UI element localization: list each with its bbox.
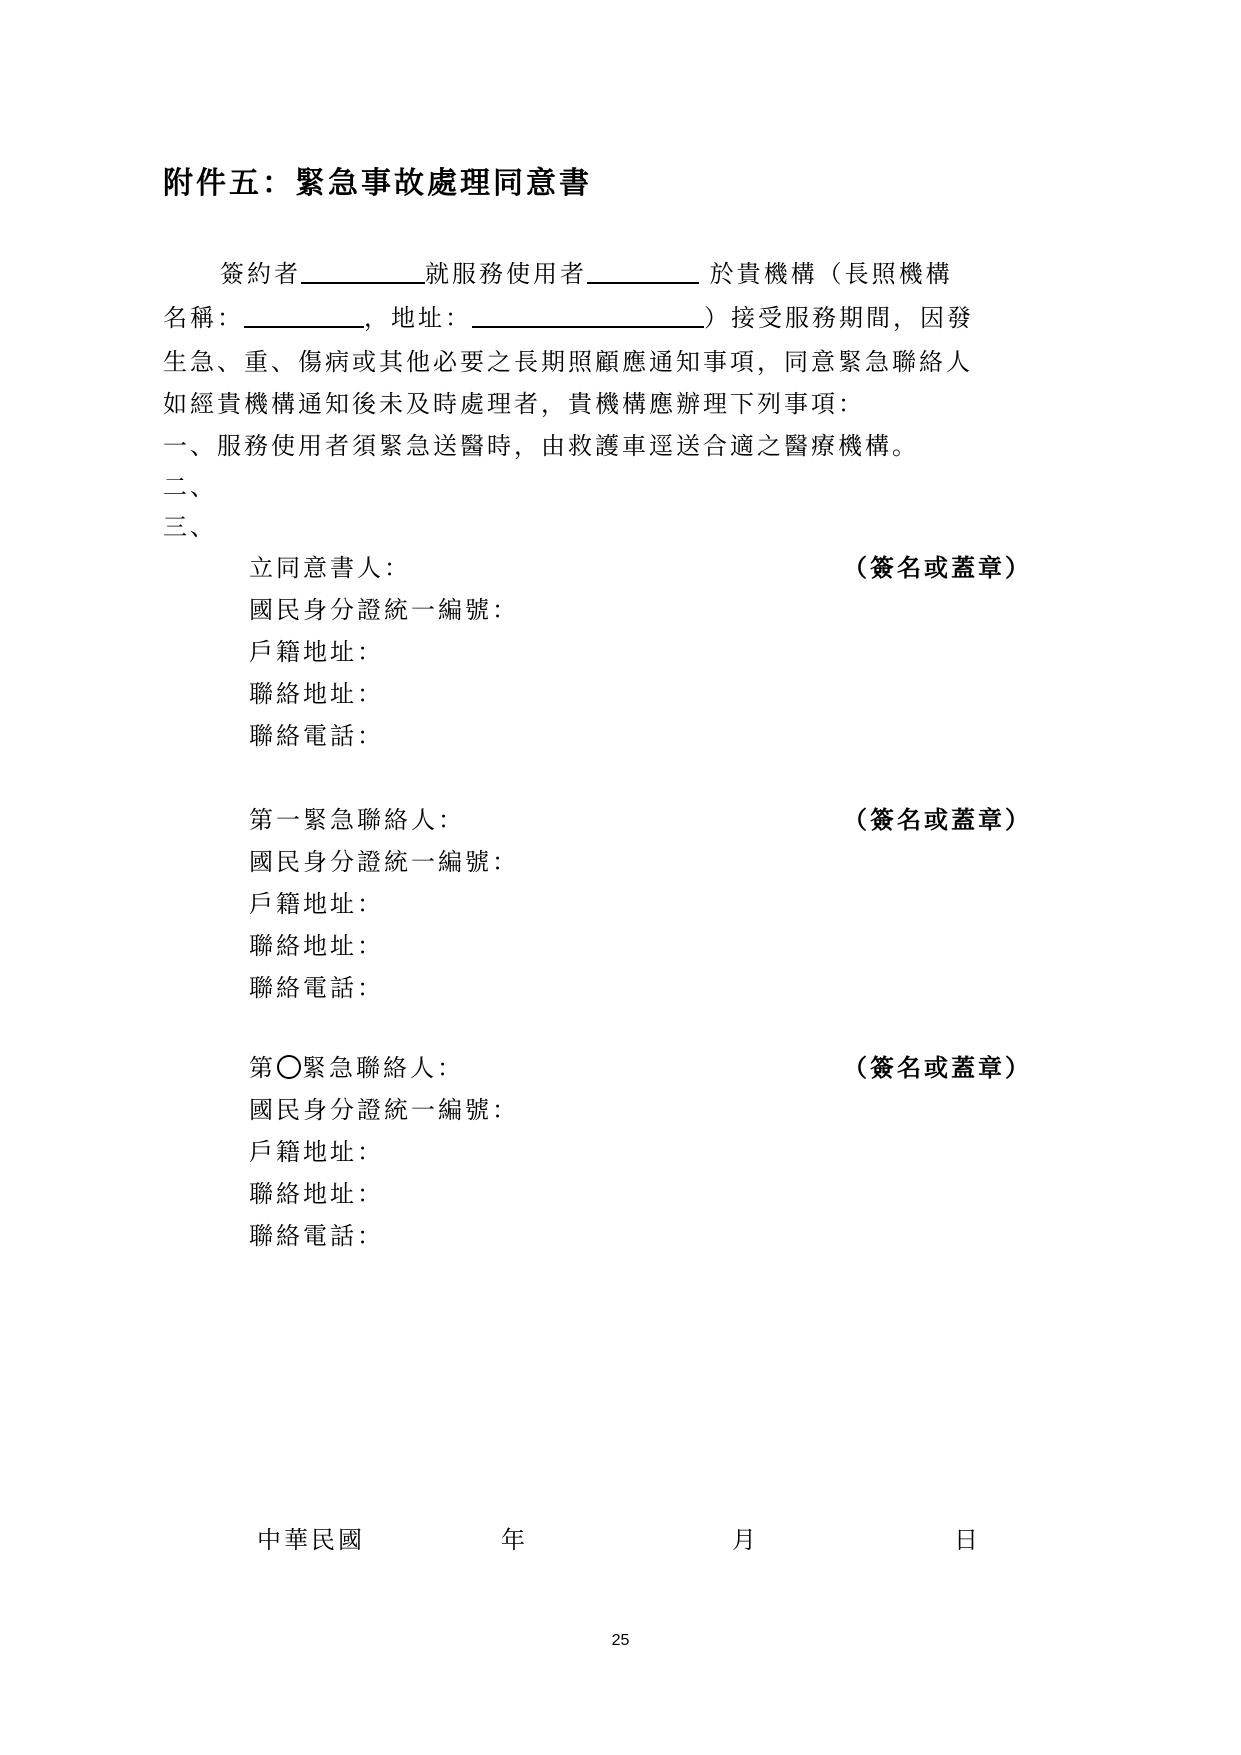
role-suffix: 緊急聯絡人： [302, 1054, 464, 1082]
signature-label: （簽名或蓋章） [843, 1053, 1032, 1082]
blank-user [587, 258, 699, 284]
paragraph-line-1 [220, 258, 953, 290]
blank-signer [301, 258, 425, 284]
date-day: 日 [954, 1526, 981, 1554]
text-address-label: ，地址： [364, 304, 472, 332]
blank-institution-address [472, 302, 704, 328]
paragraph-line-4: 如經貴機構通知後未及時處理者，貴機構應辦理下列事項： [163, 390, 865, 418]
page-title: 附件五：緊急事故處理同意書 [163, 166, 592, 201]
contact-address-label: 聯絡地址： [249, 680, 384, 708]
role-prefix: 第 [249, 1054, 276, 1082]
date-year: 年 [501, 1526, 528, 1554]
id-number-label: 國民身分證統一編號： [249, 848, 519, 876]
signer-role: 立同意書人： [249, 554, 411, 582]
signature-label: （簽名或蓋章） [843, 553, 1032, 582]
page-number: 25 [611, 1632, 630, 1649]
date-month: 月 [732, 1526, 759, 1554]
registered-address-label: 戶籍地址： [249, 638, 384, 666]
contact-phone-label: 聯絡電話： [249, 974, 384, 1002]
text-user: 就服務使用者 [425, 260, 587, 288]
registered-address-label: 戶籍地址： [249, 890, 384, 918]
text-service-period: ）接受服務期間，因發 [704, 304, 974, 332]
contact-address-label: 聯絡地址： [249, 1180, 384, 1208]
list-item-2: 二、 [163, 473, 217, 501]
signer-role: 第一緊急聯絡人： [249, 806, 465, 834]
signature-label: （簽名或蓋章） [843, 805, 1032, 834]
text-name-label: 名稱： [163, 304, 244, 332]
signer-role [249, 1052, 464, 1084]
id-number-label: 國民身分證統一編號： [249, 596, 519, 624]
paragraph-line-3: 生急、重、傷病或其他必要之長期照顧應通知事項，同意緊急聯絡人 [163, 348, 973, 376]
contact-address-label: 聯絡地址： [249, 932, 384, 960]
circle-placeholder-icon [277, 1055, 301, 1079]
date-era: 中華民國 [257, 1526, 365, 1554]
list-item-3: 三、 [163, 513, 217, 541]
contact-phone-label: 聯絡電話： [249, 1222, 384, 1250]
id-number-label: 國民身分證統一編號： [249, 1096, 519, 1124]
text-signer: 簽約者 [220, 260, 301, 288]
blank-institution-name [244, 302, 364, 328]
text-institution: 於貴機構（長照機構 [699, 260, 953, 288]
list-item-1: 一、服務使用者須緊急送醫時，由救護車逕送合適之醫療機構。 [163, 432, 919, 460]
paragraph-line-2 [163, 302, 974, 334]
contact-phone-label: 聯絡電話： [249, 722, 384, 750]
registered-address-label: 戶籍地址： [249, 1138, 384, 1166]
